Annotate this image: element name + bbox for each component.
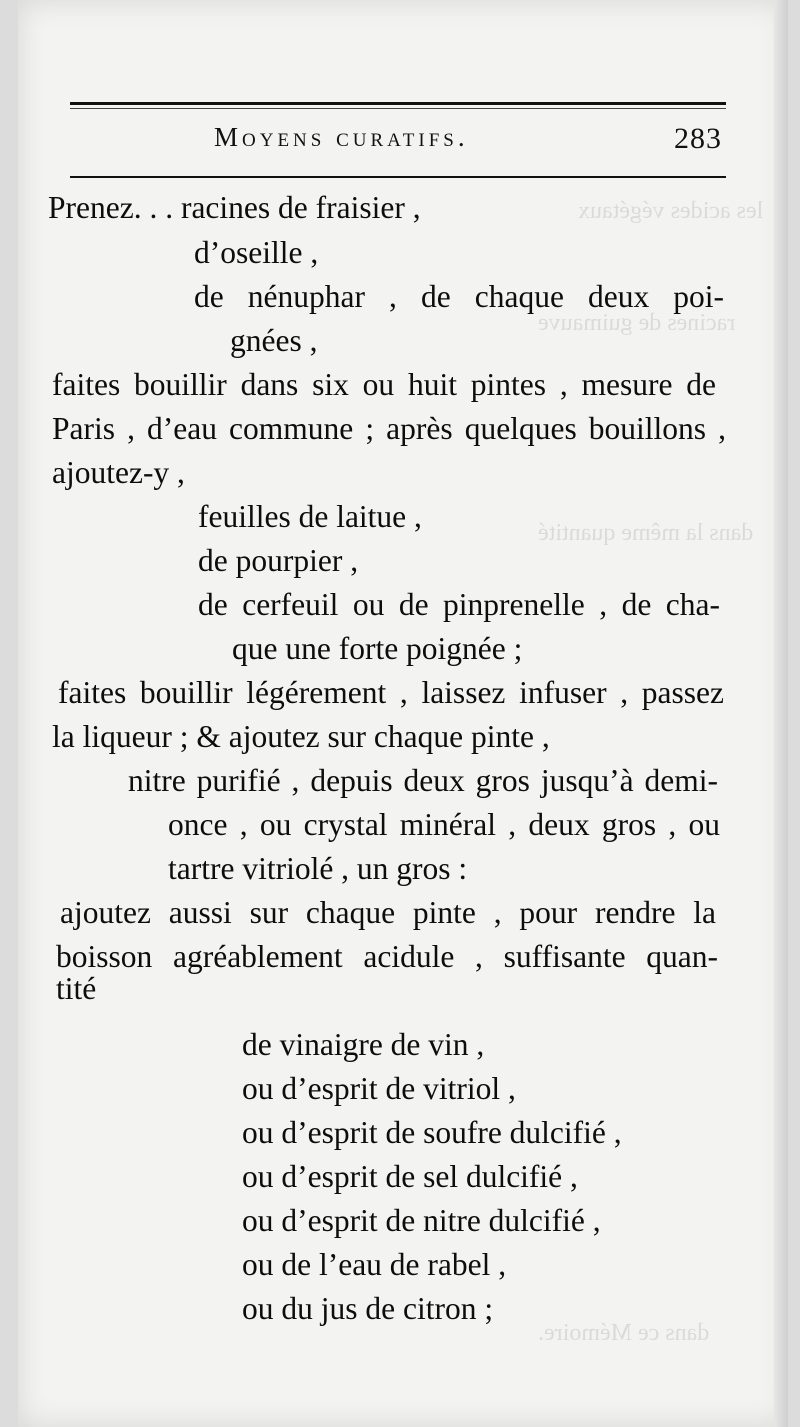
show-through-text: dans ce Mémoire. [538,1320,710,1346]
text-line: ou du jus de citron ; [242,1291,494,1326]
book-page [18,0,788,1427]
page-number: 283 [674,122,722,155]
text-line: tartre vitriolé , un gros : [168,851,468,886]
header-rule-bottom [70,176,726,178]
text-line: tité [56,971,97,1006]
text-line: Paris , d’eau commune ; après quelques bouillons , [52,411,726,446]
text-line: ou d’esprit de nitre dulcifié , [242,1203,601,1238]
text-line: ajoutez-y , [52,455,185,490]
text-line: nitre purifié , depuis deux gros jusqu’à demi- [128,763,718,798]
page-edge-shadow [774,0,788,1427]
show-through-text: les acides végétaux [578,198,764,224]
text-line: gnées , [230,323,318,358]
running-title: Moyens curatifs. [214,122,469,152]
text-line: ou d’esprit de sel dulcifié , [242,1159,578,1194]
text-line: boisson agréablement acidule , suffisante quan- [56,939,718,974]
text-line: la liqueur ; & ajoutez sur chaque pinte , [52,719,550,754]
text-line: ajoutez aussi sur chaque pinte , pour rendre la [60,895,716,930]
text-line: que une forte poignée ; [232,631,523,666]
text-line: d’oseille , [194,235,319,270]
text-line: once , ou crystal minéral , deux gros , ou [168,807,720,842]
text-line: faites bouillir légérement , laissez infuser , passez [58,675,724,710]
text-line: faites bouillir dans six ou huit pintes , mesure de [52,367,716,402]
text-line: Prenez. . . racines de fraisier , [48,190,421,225]
text-line: feuilles de laitue , [198,499,422,534]
show-through-text: dans la même quantité [538,520,754,546]
text-line: ou d’esprit de vitriol , [242,1071,516,1106]
text-line: de pourpier , [198,543,359,578]
show-through-text: racines de guimauve [538,310,736,336]
text-line: ou de l’eau de rabel , [242,1247,507,1282]
header-rule-thick [70,102,726,105]
text-line: de cerfeuil ou de pinprenelle , de cha- [198,587,720,622]
header-rule-thin [70,108,726,109]
text-line: de nénuphar , de chaque deux poi- [194,279,724,314]
text-line: ou d’esprit de soufre dulcifié , [242,1115,622,1150]
text-line: de vinaigre de vin , [242,1027,485,1062]
